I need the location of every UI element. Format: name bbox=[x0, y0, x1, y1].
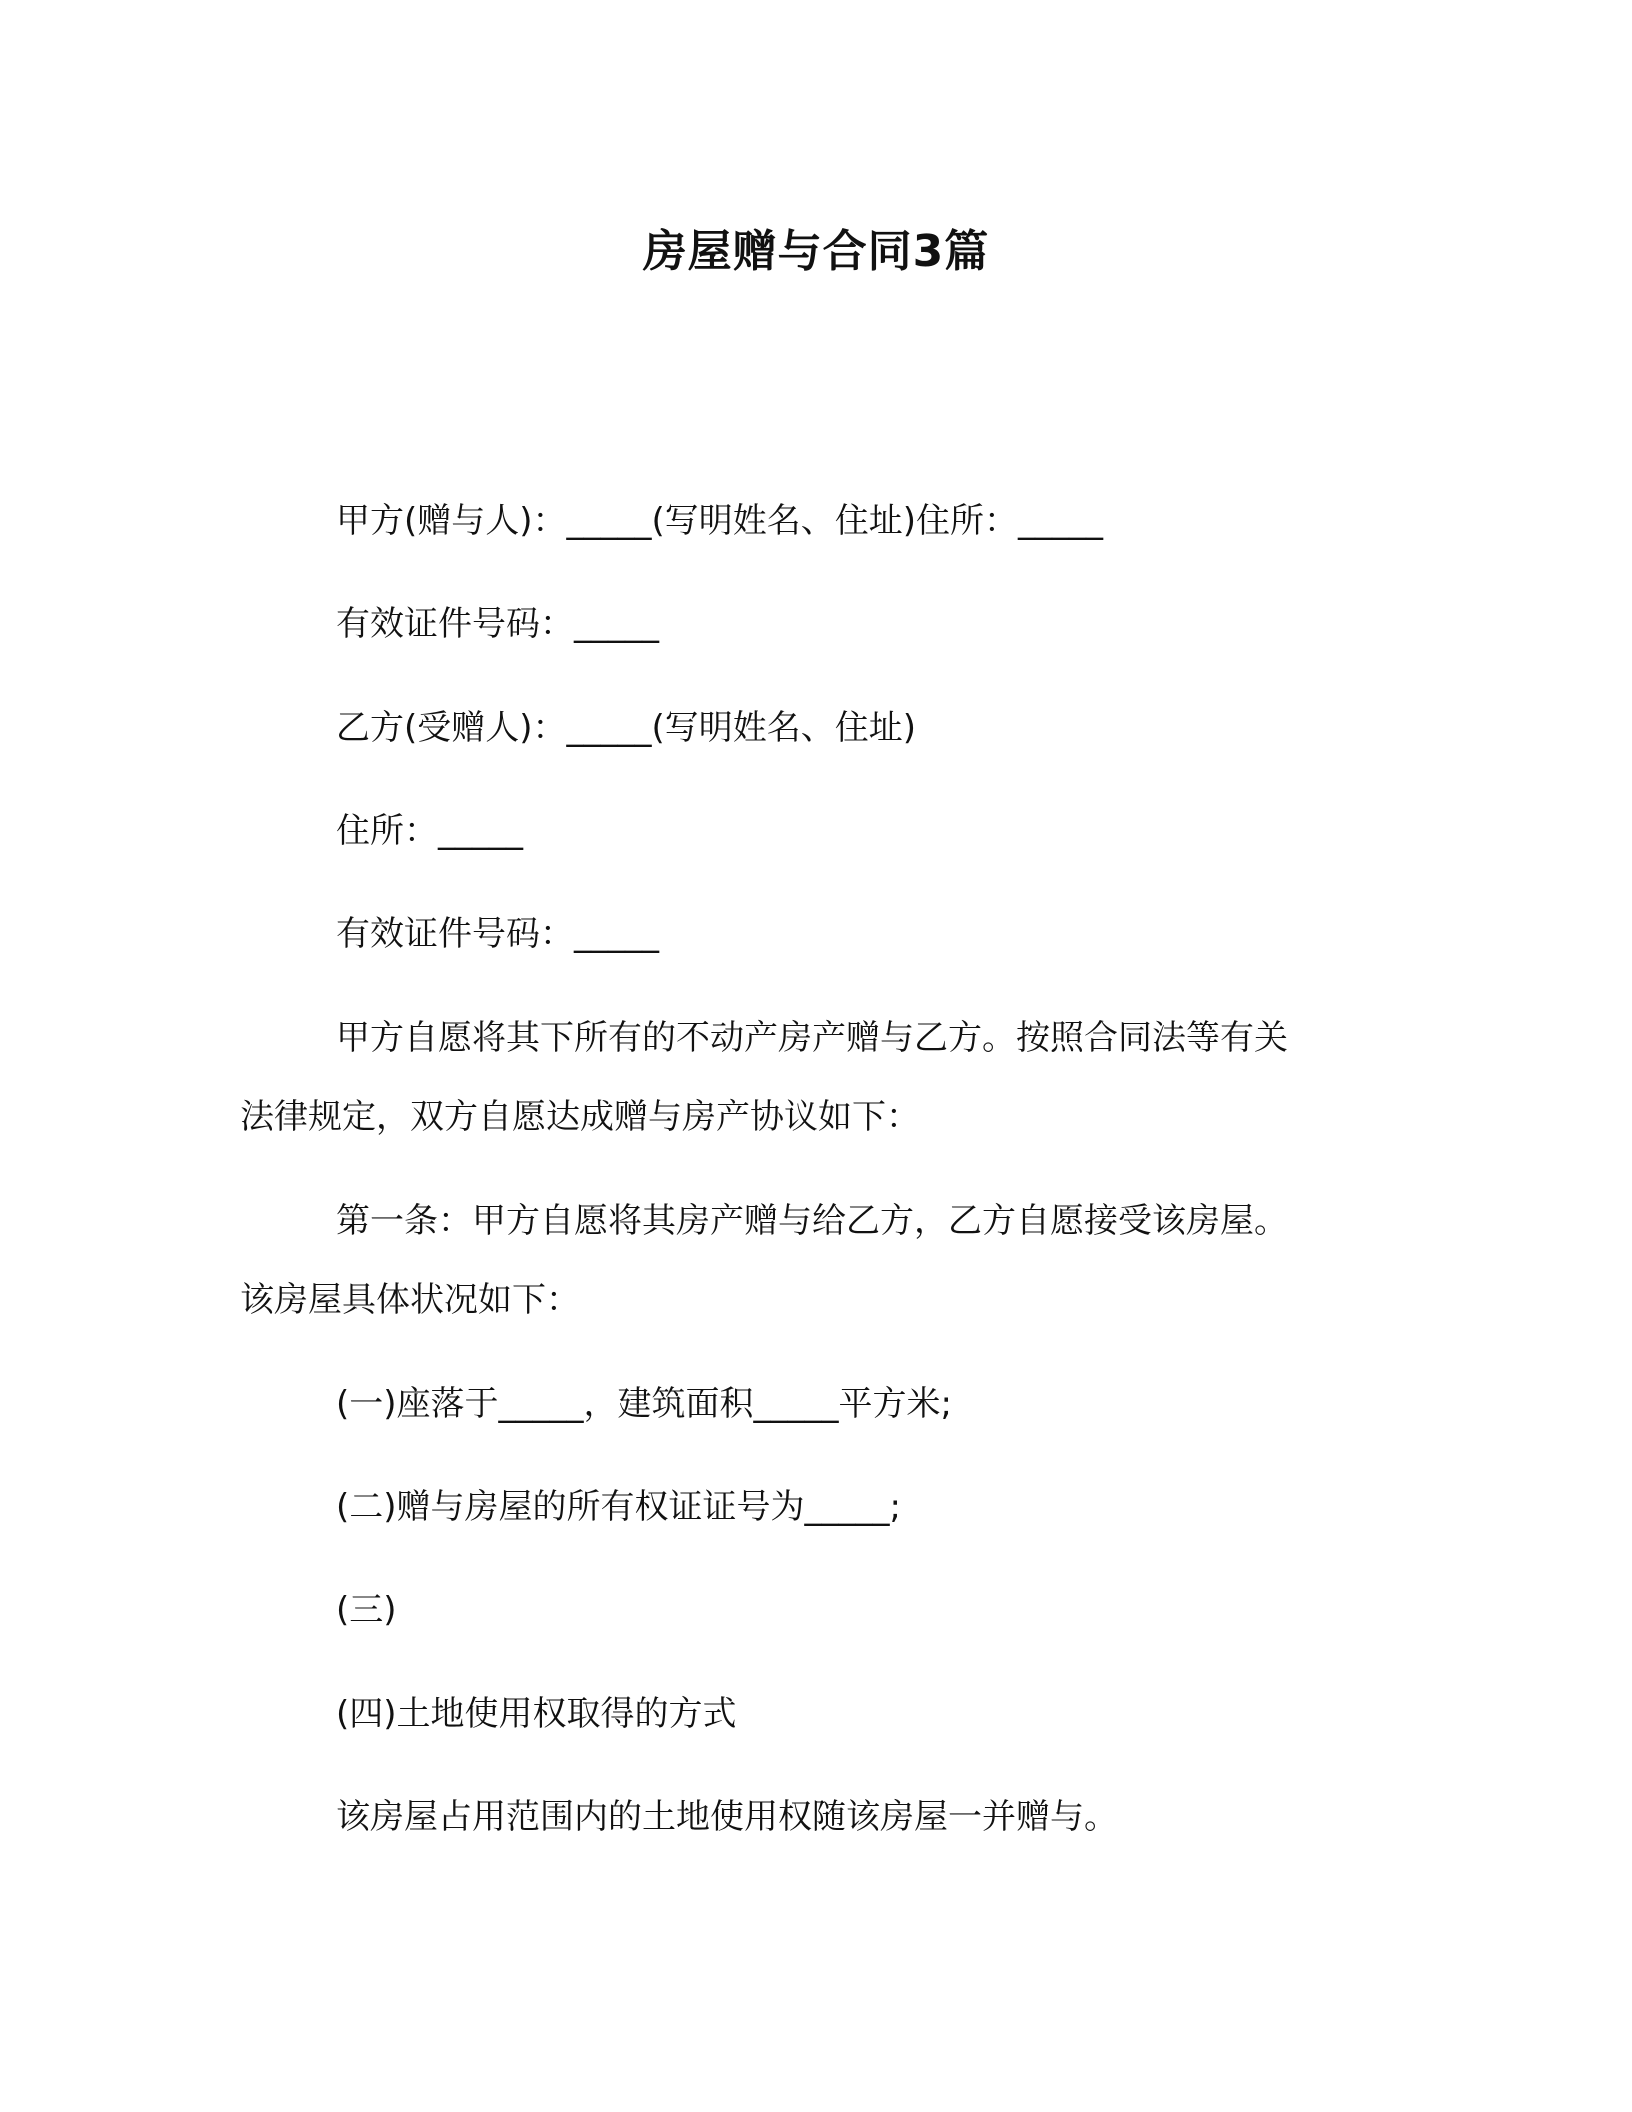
item-three: (三) bbox=[336, 1590, 397, 1630]
intro-paragraph-line-1: 甲方自愿将其下所有的不动产房产赠与乙方。按照合同法等有关 bbox=[336, 1018, 1288, 1058]
party-b-address-line: 住所：_____ bbox=[336, 811, 523, 851]
item-two-certificate: (二)赠与房屋的所有权证证号为_____; bbox=[336, 1487, 901, 1527]
item-one-location: (一)座落于_____，建筑面积_____平方米; bbox=[336, 1384, 952, 1424]
party-b-line: 乙方(受赠人)：_____(写明姓名、住址) bbox=[336, 708, 917, 748]
party-a-line: 甲方(赠与人)：_____(写明姓名、住址)住所：_____ bbox=[336, 501, 1104, 541]
item-four-land-use: (四)土地使用权取得的方式 bbox=[336, 1694, 737, 1734]
party-b-id-line: 有效证件号码：_____ bbox=[336, 914, 659, 954]
party-a-id-line: 有效证件号码：_____ bbox=[336, 604, 659, 644]
article-one-line-2: 该房屋具体状况如下： bbox=[240, 1280, 580, 1320]
intro-paragraph-line-2: 法律规定，双方自愿达成赠与房产协议如下： bbox=[240, 1097, 920, 1137]
article-one-line-1: 第一条：甲方自愿将其房产赠与给乙方，乙方自愿接受该房屋。 bbox=[336, 1201, 1288, 1241]
land-use-paragraph: 该房屋占用范围内的土地使用权随该房屋一并赠与。 bbox=[336, 1797, 1118, 1837]
document-title: 房屋赠与合同3篇 bbox=[642, 226, 990, 277]
